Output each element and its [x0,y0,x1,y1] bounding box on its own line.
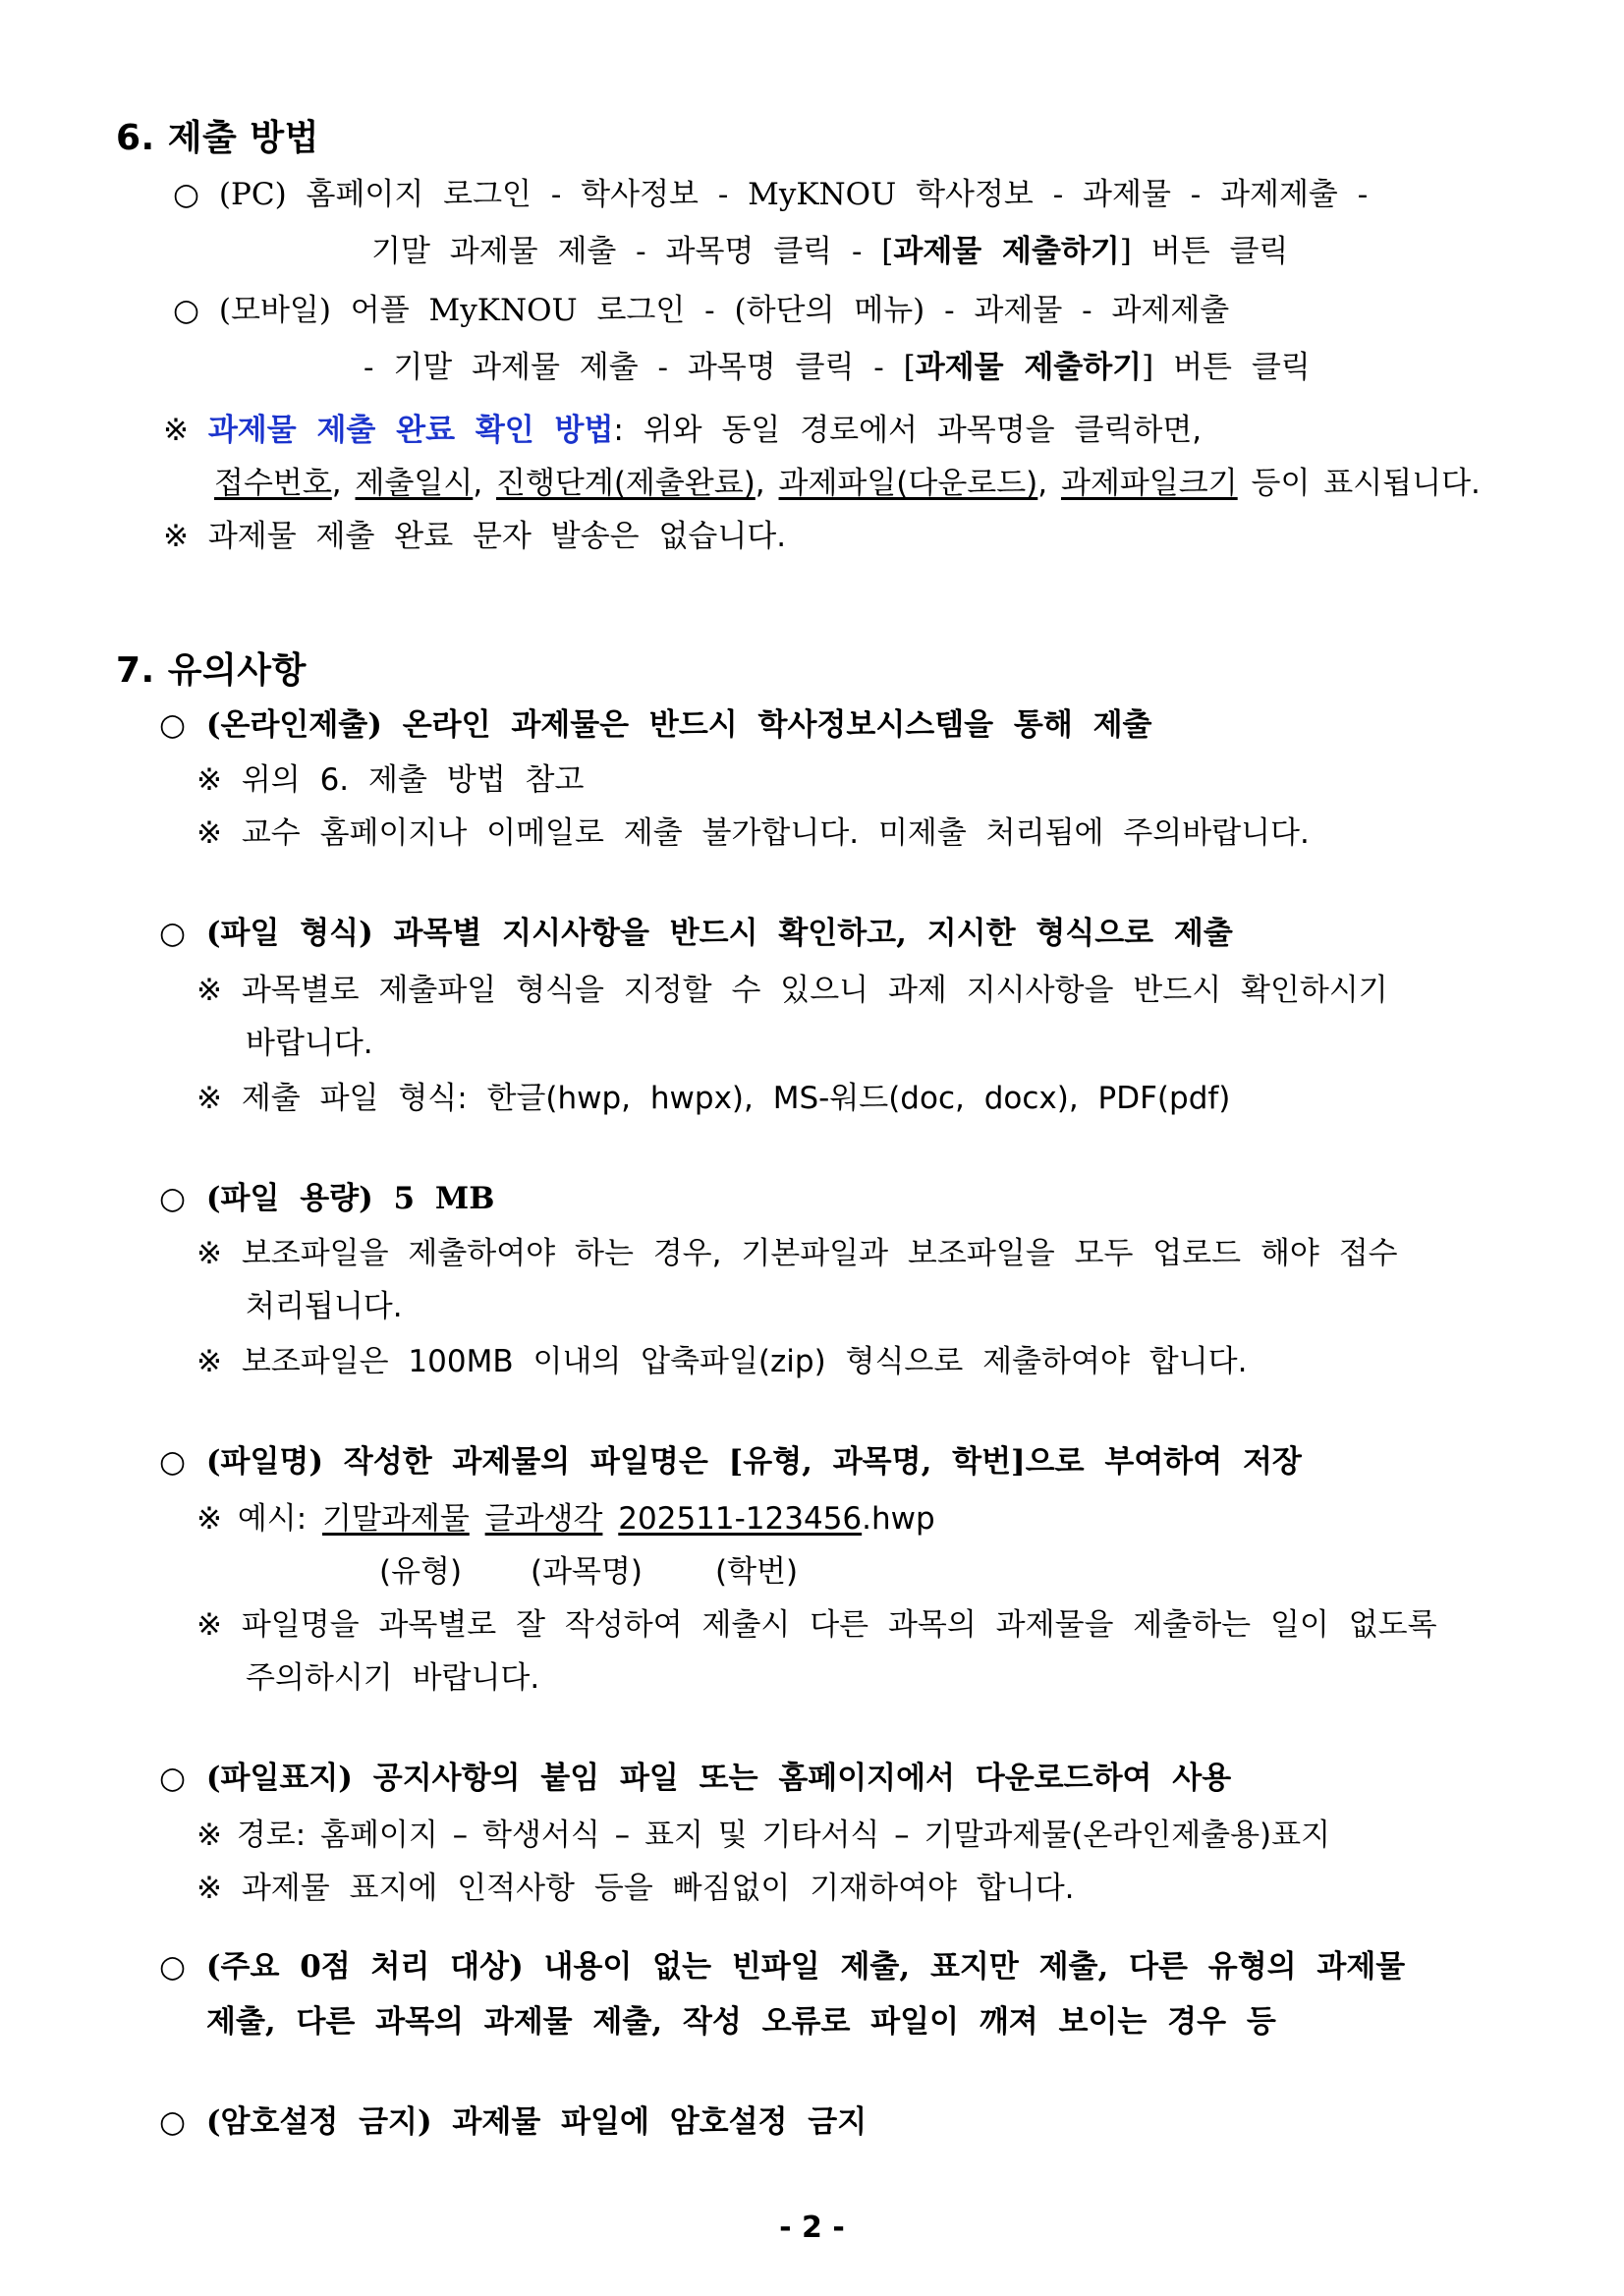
file-format-heading: ○ (파일 형식) 과목별 지시사항을 반드시 확인하고, 지시한 형식으로 제출 [159,916,1233,951]
zero-score-heading-line-1: ○ (주요 0점 처리 대상) 내용이 없는 빈파일 제출, 표지만 제출, 다른 유형의 과제물 [159,1949,1406,1985]
cover-info-note: ※ 과제물 표지에 인적사항 등을 빠짐없이 기재하여야 합니다. [196,1871,1075,1906]
item-progress-stage: 진행단계(제출완료) [496,466,756,501]
size-note-1b: 처리됩니다. [246,1289,403,1324]
mobile-submit-button-label: 과제물 제출하기 [915,350,1143,385]
caption-subject: (과목명) [531,1554,644,1590]
pc-path-line-2: 기말 과제물 제출 - 과목명 클릭 - [과제물 제출하기] 버튼 클릭 [371,234,1289,269]
online-note-1: ※ 위의 6. 제출 방법 참고 [196,762,585,798]
file-size-heading: ○ (파일 용량) 5 MB [159,1181,495,1216]
section-7-heading: 7. 유의사항 [116,650,307,691]
online-submit-heading: ○ (온라인제출) 온라인 과제물은 반드시 학사정보시스템을 통해 제출 [159,707,1152,743]
example-subject: 글과생각 [484,1501,603,1537]
confirm-items-line: 접수번호, 제출일시, 진행단계(제출완료), 과제파일(다운로드), 과제파일크기 등이 표시됩니다. [214,466,1481,501]
size-note-1a: ※ 보조파일을 제출하여야 하는 경우, 기본파일과 보조파일을 모두 업로드 해야 접수 [196,1236,1398,1271]
pc-path-line-1: ○ (PC) 홈페이지 로그인 - 학사정보 - MyKNOU 학사정보 - 과제물 - 과제제출 - [173,177,1369,212]
caption-student-id: (학번) [715,1554,799,1590]
example-student-id: 202511-123456 [618,1501,863,1537]
item-receipt-number: 접수번호 [214,466,332,501]
confirm-method-label: 과제물 제출 완료 확인 방법 [207,413,614,448]
file-name-heading: ○ (파일명) 작성한 과제물의 파일명은 [유형, 과목명, 학번]으로 부여하여 저장 [159,1444,1302,1480]
online-note-2: ※ 교수 홈페이지나 이메일로 제출 불가합니다. 미제출 처리됨에 주의바랍니다. [196,815,1310,851]
no-sms-note: ※ 과제물 제출 완료 문자 발송은 없습니다. [163,519,787,554]
example-extension: .hwp [862,1501,935,1537]
confirm-method-note: ※ 과제물 제출 완료 확인 방법: 위와 동일 경로에서 과목명을 클릭하면, [163,413,1203,448]
file-name-note-2a: ※ 파일명을 과목별로 잘 작성하여 제출시 다른 과목의 과제물을 제출하는 일이 없도록 [196,1607,1437,1643]
mobile-path-line-2: - 기말 과제물 제출 - 과목명 클릭 - [과제물 제출하기] 버튼 클릭 [364,350,1311,385]
page-number: - 2 - [779,2211,845,2245]
file-name-note-2b: 주의하시기 바랍니다. [246,1660,540,1696]
example-type: 기말과제물 [322,1501,470,1537]
format-note-2: ※ 제출 파일 형식: 한글(hwp, hwpx), MS-워드(doc, docx), PDF(pdf) [196,1081,1231,1116]
format-note-1b: 바랍니다. [246,1026,373,1061]
file-name-example: ※ 예시: 기말과제물 글과생각 202511-123456.hwp [196,1501,935,1537]
caption-type: (유형) [379,1554,463,1590]
size-note-2: ※ 보조파일은 100MB 이내의 압축파일(zip) 형식으로 제출하여야 합니다. [196,1344,1248,1379]
format-note-1a: ※ 과목별로 제출파일 형식을 지정할 수 있으니 과제 지시사항을 반드시 확인하시기 [196,973,1388,1008]
pc-submit-button-label: 과제물 제출하기 [893,234,1120,269]
cover-path-note: ※ 경로: 홈페이지 – 학생서식 – 표지 및 기타서식 – 기말과제물(온라인제출용)표지 [196,1818,1331,1853]
item-task-file-size: 과제파일크기 [1061,466,1238,501]
file-cover-heading: ○ (파일표지) 공지사항의 붙임 파일 또는 홈페이지에서 다운로드하여 사용 [159,1761,1232,1796]
mobile-path-line-1: ○ (모바일) 어플 MyKNOU 로그인 - (하단의 메뉴) - 과제물 - 과제제출 [173,293,1230,328]
item-task-file: 과제파일(다운로드) [778,466,1038,501]
item-submit-time: 제출일시 [355,466,474,501]
section-6-heading: 6. 제출 방법 [116,118,319,158]
zero-score-heading-line-2: 제출, 다른 과목의 과제물 제출, 작성 오류로 파일이 깨져 보이는 경우 등 [206,2004,1276,2040]
password-ban-heading: ○ (암호설정 금지) 과제물 파일에 암호설정 금지 [159,2104,868,2140]
